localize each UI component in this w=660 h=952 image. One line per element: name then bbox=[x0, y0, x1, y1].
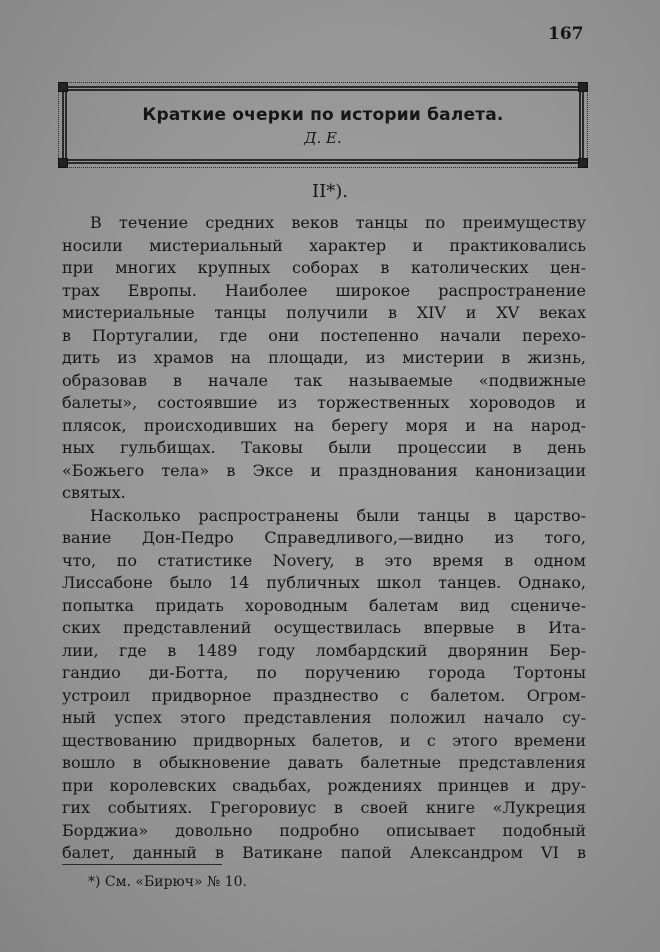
article-author: Д. Е. bbox=[304, 129, 342, 147]
text-line: мистериальные танцы получили в XIV и XV веках bbox=[62, 303, 586, 322]
text-line: что, по статистике Novery, в это время в одном bbox=[62, 550, 586, 570]
text-line: ный успех этого представления положил начало су- bbox=[62, 708, 586, 727]
footnote-divider bbox=[62, 864, 222, 865]
text-line: Борджиа» довольно подробно описывает подобный bbox=[62, 820, 586, 840]
text-line: образовав в начале так называемые «подвижные bbox=[62, 370, 586, 390]
text-line: устроил придворное празднество с балетом. Огром- bbox=[62, 685, 586, 705]
footnote: *) См. «Бирюч» № 10. bbox=[88, 874, 247, 890]
frame-corner-ornament bbox=[578, 82, 588, 92]
text-line: в Португалии, где они постепенно начали перехо- bbox=[62, 325, 586, 345]
frame-corner-ornament bbox=[58, 82, 68, 92]
text-line: ских представлений осуществилась впервые в Ита- bbox=[62, 618, 586, 637]
text-line: попытка придать хороводным балетам вид сцениче- bbox=[62, 595, 586, 615]
text-line: святых. bbox=[62, 483, 126, 502]
frame-corner-ornament bbox=[578, 158, 588, 168]
text-line: дить из храмов на площади, из мистерии в жизнь, bbox=[62, 348, 586, 367]
article-title: Краткие очерки по истории балета. bbox=[142, 105, 504, 125]
text-line: балет, данный в Ватикане папой Александром VI в bbox=[62, 843, 586, 862]
text-line: балеты», состоявшие из торжественных хороводов и bbox=[62, 393, 586, 412]
text-line: ных гульбищах. Таковы были процессии в день bbox=[62, 438, 586, 457]
text-line: гандио ди-Ботта, по поручению города Тортоны bbox=[62, 663, 586, 682]
frame-corner-ornament bbox=[58, 158, 68, 168]
text-line: гих событиях. Грегоровиус в своей книге «Лукреция bbox=[62, 798, 586, 817]
article-body bbox=[62, 212, 586, 865]
text-line: «Божьего тела» в Эксе и празднования канонизации bbox=[62, 460, 586, 480]
text-line: трах Европы. Наиболее широкое распространение bbox=[62, 280, 586, 300]
part-heading: II*). bbox=[312, 181, 348, 202]
text-line: вошло в обыкновение давать балетные представления bbox=[62, 753, 586, 772]
text-line: В течение средних веков танцы по преимуществу bbox=[90, 213, 586, 232]
text-line: при королевских свадьбах, рождениях принцев и дру- bbox=[62, 775, 586, 795]
text-line: ществованию придворных балетов, и с этого времени bbox=[62, 730, 586, 750]
title-frame bbox=[62, 86, 584, 164]
text-line: носили мистериальный характер и практиковались bbox=[62, 235, 586, 255]
text-line: Насколько распространены были танцы в царство- bbox=[90, 505, 586, 525]
page-number: 167 bbox=[548, 24, 584, 44]
text-line: плясок, происходивших на берегу моря и на народ- bbox=[62, 415, 586, 435]
text-line: лии, где в 1489 году ломбардский дворянин Бер- bbox=[62, 640, 586, 660]
text-line: при многих крупных соборах в католических цен- bbox=[62, 258, 586, 277]
text-line: Лиссабоне было 14 публичных школ танцев. Однако, bbox=[62, 573, 586, 592]
text-line: вание Дон-Педро Справедливого,—видно из того, bbox=[62, 528, 586, 547]
